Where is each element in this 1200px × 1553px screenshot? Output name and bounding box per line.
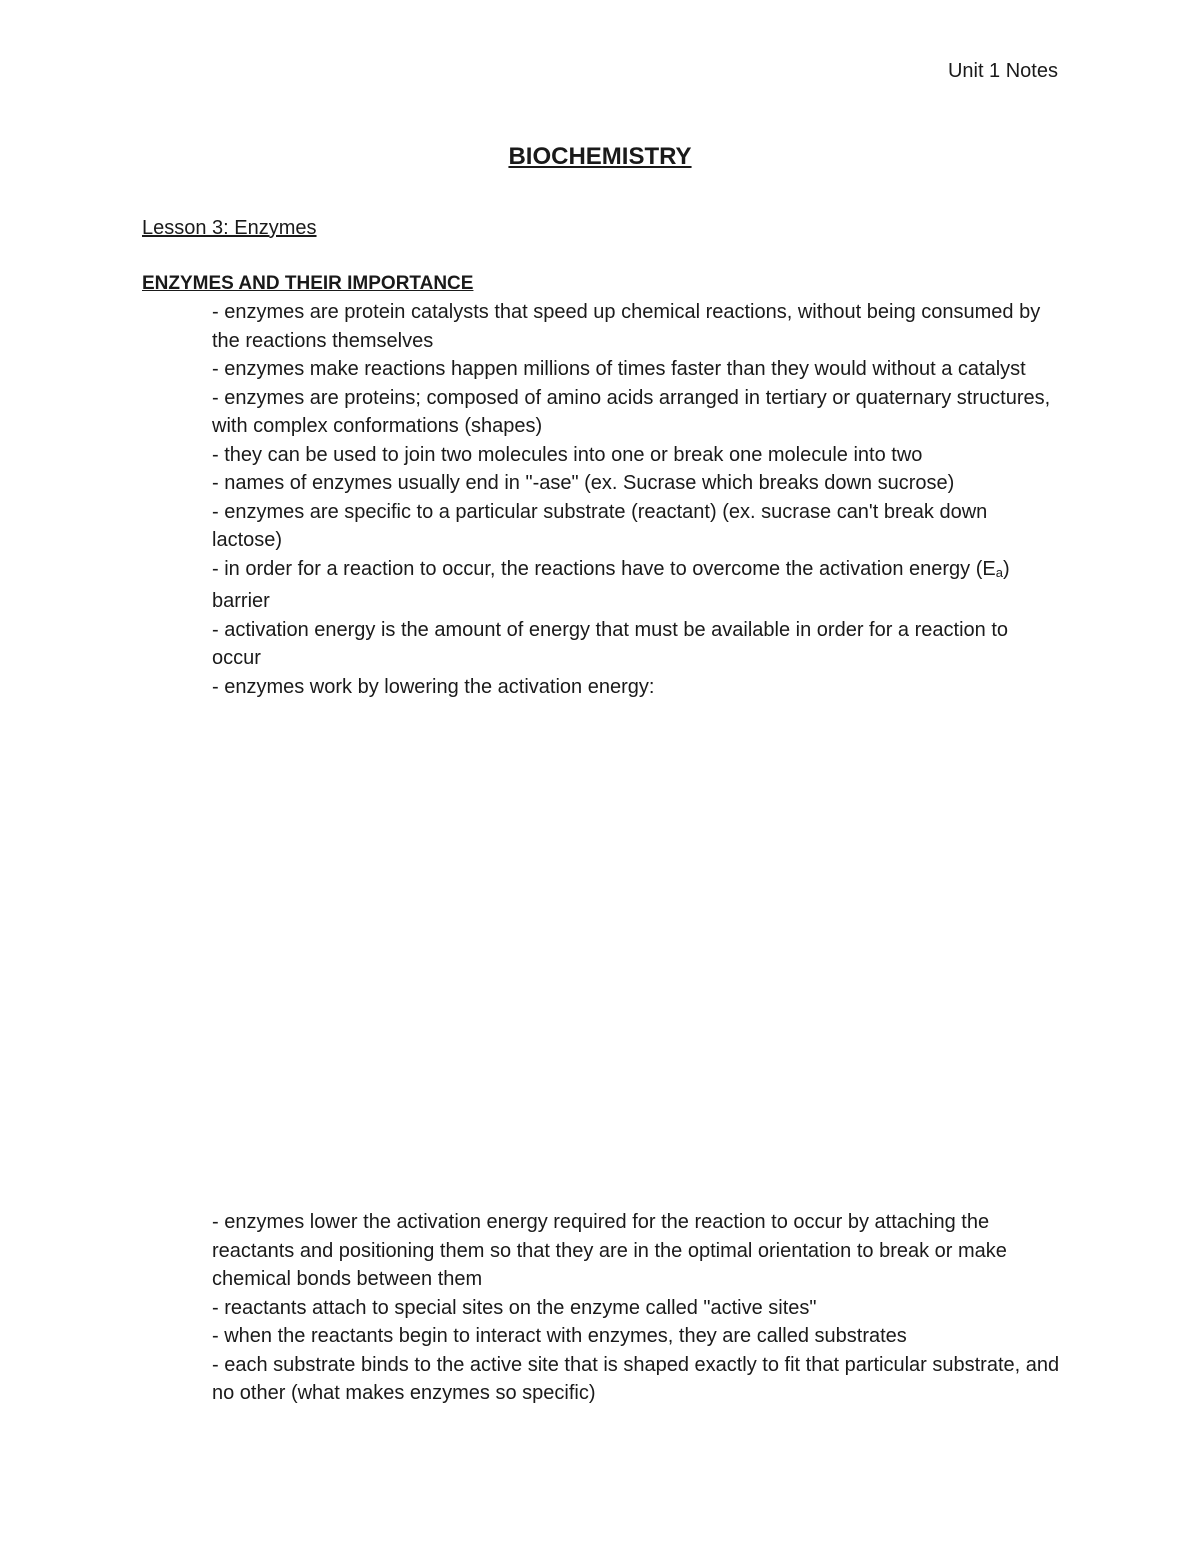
notes-list-part1: [212, 298, 1062, 701]
notes-list-part2: [212, 1208, 1062, 1408]
list-item: - enzymes are protein catalysts that speed up chemical reactions, without being consumed by the reactions themselves: [212, 301, 1041, 352]
activation-text-before: - in order for a reaction to occur, the reactions have to overcome the activation energy (E: [212, 557, 996, 580]
list-item: - enzymes lower the activation energy required for the reaction to occur by attaching the reactants and positioning them so that they are in the optimal orientation to break or make chemical bonds between them: [212, 1211, 1007, 1290]
document-header-label: Unit 1 Notes: [947, 60, 1058, 82]
list-item: - enzymes work by lowering the activation energy:: [212, 675, 655, 698]
list-item: - each substrate binds to the active site that is shaped exactly to fit that particular substrate, and no other (what makes enzymes so specific): [212, 1353, 1060, 1404]
page-title: BIOCHEMISTRY: [508, 143, 692, 170]
list-item: - reactants attach to special sites on the enzyme called "active sites": [212, 1296, 817, 1319]
list-item: - enzymes make reactions happen millions of times faster than they would without a catalyst: [212, 358, 1026, 380]
list-item: - when the reactants begin to interact with enzymes, they are called substrates: [212, 1325, 907, 1347]
lesson-heading: Lesson 3: Enzymes: [142, 217, 317, 239]
list-item: - names of enzymes usually end in "-ase" (ex. Sucrase which breaks down sucrose): [212, 472, 955, 494]
list-item: - enzymes are proteins; composed of amino acids arranged in tertiary or quaternary structures, with complex conformations (shapes): [212, 386, 1051, 437]
list-item: - they can be used to join two molecules into one or break one molecule into two: [212, 443, 923, 466]
list-item-activation-energy: [212, 555, 1062, 616]
blank-diagram-area: [212, 735, 1062, 1195]
list-item: - activation energy is the amount of energy that must be available in order for a reaction to occur: [212, 618, 1008, 669]
section-heading: ENZYMES AND THEIR IMPORTANCE: [142, 273, 474, 294]
activation-text-after: ) barrier: [212, 557, 1010, 612]
list-item: - enzymes are specific to a particular substrate (reactant) (ex. sucrase can't break down lactose): [212, 500, 988, 551]
activation-subscript: a: [995, 564, 1003, 580]
